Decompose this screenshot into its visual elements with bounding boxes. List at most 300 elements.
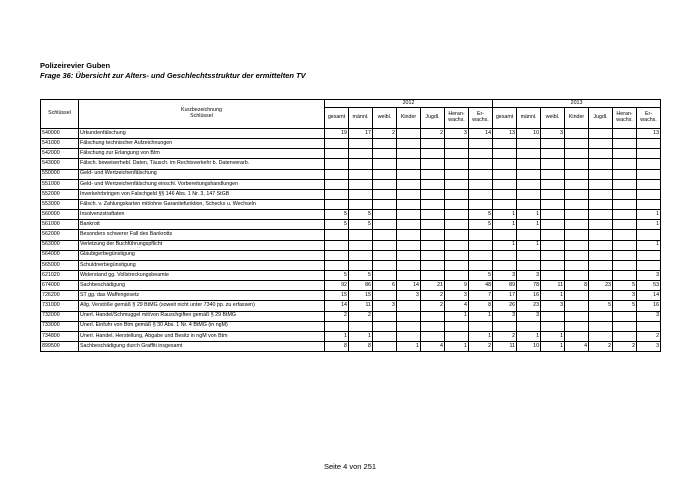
value-cell — [565, 301, 589, 311]
value-cell — [445, 149, 469, 159]
value-cell — [541, 321, 565, 331]
value-cell — [637, 159, 661, 169]
value-cell — [421, 230, 445, 240]
value-cell — [349, 189, 373, 199]
value-cell — [421, 331, 445, 341]
value-cell: 14 — [397, 281, 421, 291]
value-cell — [517, 189, 541, 199]
row-description: ST gg. das Waffengesetz — [79, 291, 325, 301]
table-row — [41, 250, 661, 260]
value-cell — [565, 179, 589, 189]
value-cell: 4 — [421, 341, 445, 351]
value-cell — [469, 260, 493, 270]
subheader-cell: weibl. — [373, 108, 397, 129]
value-cell: 3 — [517, 311, 541, 321]
row-description: Besonders schwerer Fall des Bankrotts — [79, 230, 325, 240]
page-subtitle: Frage 36: Übersicht zur Alters- und Geschlechtsstruktur der ermittelten TV — [40, 71, 306, 80]
value-cell — [373, 230, 397, 240]
value-cell — [325, 159, 349, 169]
value-cell — [397, 169, 421, 179]
value-cell — [517, 149, 541, 159]
table-row — [41, 220, 661, 230]
value-cell — [373, 169, 397, 179]
value-cell — [493, 179, 517, 189]
value-cell: 2 — [589, 341, 613, 351]
value-cell — [445, 139, 469, 149]
value-cell — [613, 169, 637, 179]
subheader-cell: Jugdl. — [421, 108, 445, 129]
subheader-cell: Er- wachs. — [637, 108, 661, 129]
value-cell — [541, 230, 565, 240]
value-cell: 16 — [517, 291, 541, 301]
value-cell — [469, 179, 493, 189]
row-description: Urkundenfälschung — [79, 129, 325, 139]
value-cell — [637, 230, 661, 240]
value-cell — [373, 179, 397, 189]
row-key: 899500 — [41, 341, 79, 351]
value-cell — [565, 210, 589, 220]
value-cell — [541, 139, 565, 149]
value-cell — [373, 260, 397, 270]
value-cell — [589, 250, 613, 260]
value-cell — [397, 240, 421, 250]
value-cell — [541, 179, 565, 189]
value-cell — [613, 159, 637, 169]
value-cell — [613, 270, 637, 280]
value-cell: 5 — [349, 210, 373, 220]
value-cell — [469, 139, 493, 149]
value-cell — [517, 199, 541, 209]
value-cell — [421, 270, 445, 280]
value-cell — [349, 240, 373, 250]
value-cell: 5 — [469, 270, 493, 280]
value-cell — [469, 250, 493, 260]
row-description: Unerl. Handel/Schmuggel mit/von Rauschgiften gemäß § 29 BtMG — [79, 311, 325, 321]
value-cell — [565, 230, 589, 240]
value-cell: 5 — [589, 301, 613, 311]
value-cell: 2 — [421, 291, 445, 301]
value-cell: 11 — [349, 301, 373, 311]
table-row — [41, 281, 661, 291]
value-cell — [397, 311, 421, 321]
value-cell — [517, 321, 541, 331]
value-cell — [421, 210, 445, 220]
value-cell — [565, 291, 589, 301]
value-cell: 8 — [325, 341, 349, 351]
row-key: 732000 — [41, 311, 79, 321]
value-cell — [445, 159, 469, 169]
value-cell — [397, 230, 421, 240]
value-cell — [445, 169, 469, 179]
row-key: 565000 — [41, 260, 79, 270]
value-cell: 14 — [637, 291, 661, 301]
value-cell — [421, 220, 445, 230]
table-row — [41, 149, 661, 159]
value-cell: 8 — [469, 301, 493, 311]
value-cell — [421, 260, 445, 270]
row-key: 734800 — [41, 331, 79, 341]
value-cell: 2 — [421, 129, 445, 139]
value-cell — [589, 159, 613, 169]
value-cell — [493, 260, 517, 270]
value-cell — [349, 230, 373, 240]
value-cell — [397, 149, 421, 159]
value-cell — [421, 250, 445, 260]
value-cell — [613, 129, 637, 139]
value-cell — [493, 169, 517, 179]
value-cell: 1 — [469, 311, 493, 321]
value-cell — [397, 220, 421, 230]
value-cell: 1 — [541, 291, 565, 301]
row-key: 541000 — [41, 139, 79, 149]
value-cell: 2 — [613, 341, 637, 351]
value-cell: 1 — [637, 210, 661, 220]
value-cell — [349, 260, 373, 270]
value-cell — [589, 169, 613, 179]
value-cell: 6 — [373, 281, 397, 291]
value-cell: 4 — [565, 341, 589, 351]
value-cell: 53 — [637, 281, 661, 291]
header-year-2012: 2012 — [325, 100, 493, 108]
value-cell — [589, 240, 613, 250]
value-cell: 1 — [397, 341, 421, 351]
value-cell — [517, 179, 541, 189]
value-cell — [565, 159, 589, 169]
value-cell — [493, 250, 517, 260]
value-cell — [325, 189, 349, 199]
value-cell — [541, 270, 565, 280]
value-cell — [349, 149, 373, 159]
value-cell — [469, 169, 493, 179]
value-cell — [397, 331, 421, 341]
row-key: 560000 — [41, 210, 79, 220]
value-cell — [589, 220, 613, 230]
value-cell: 2 — [373, 129, 397, 139]
row-key: 551000 — [41, 179, 79, 189]
value-cell — [373, 291, 397, 301]
value-cell: 1 — [493, 240, 517, 250]
value-cell — [349, 321, 373, 331]
value-cell: 3 — [397, 291, 421, 301]
value-cell: 48 — [469, 281, 493, 291]
table-row — [41, 210, 661, 220]
value-cell — [325, 230, 349, 240]
row-description: Fälsch. v. Zahlungskarten mit/ohne Garantiefunktion, Schecks u. Wechseln — [79, 199, 325, 209]
value-cell — [637, 149, 661, 159]
value-cell — [469, 189, 493, 199]
value-cell — [637, 199, 661, 209]
value-cell — [397, 179, 421, 189]
value-cell — [565, 321, 589, 331]
value-cell — [373, 149, 397, 159]
subheader-cell: gesamt — [325, 108, 349, 129]
header-year-2013: 2013 — [493, 100, 661, 108]
subheader-cell: Kinder — [397, 108, 421, 129]
value-cell: 78 — [517, 281, 541, 291]
value-cell — [325, 321, 349, 331]
value-cell — [613, 240, 637, 250]
table-row — [41, 230, 661, 240]
row-key: 562000 — [41, 230, 79, 240]
value-cell — [349, 250, 373, 260]
subheader-cell: männl. — [349, 108, 373, 129]
value-cell — [493, 321, 517, 331]
value-cell — [565, 240, 589, 250]
statistics-table — [40, 99, 661, 352]
value-cell — [469, 321, 493, 331]
value-cell — [421, 321, 445, 331]
value-cell — [445, 270, 469, 280]
row-key: 550000 — [41, 169, 79, 179]
value-cell: 16 — [637, 301, 661, 311]
value-cell — [325, 149, 349, 159]
value-cell — [517, 139, 541, 149]
value-cell: 1 — [541, 341, 565, 351]
value-cell — [565, 270, 589, 280]
value-cell — [613, 311, 637, 321]
value-cell: 1 — [517, 210, 541, 220]
value-cell — [517, 169, 541, 179]
value-cell — [421, 240, 445, 250]
value-cell: 3 — [445, 291, 469, 301]
value-cell: 26 — [493, 301, 517, 311]
row-description: Sachbeschädigung — [79, 281, 325, 291]
value-cell — [541, 159, 565, 169]
value-cell — [445, 210, 469, 220]
value-cell: 11 — [541, 281, 565, 291]
value-cell — [397, 321, 421, 331]
table-body — [41, 129, 661, 352]
subheader-cell: weibl. — [541, 108, 565, 129]
value-cell — [637, 179, 661, 189]
value-cell — [589, 199, 613, 209]
value-cell: 10 — [517, 129, 541, 139]
value-cell: 5 — [325, 210, 349, 220]
value-cell — [589, 260, 613, 270]
table-row — [41, 321, 661, 331]
subheader-cell: Heran- wachs. — [445, 108, 469, 129]
row-description: Allg. Verstöße gemäß § 29 BtMG (soweit nicht unter 7340 pp. zu erfassen) — [79, 301, 325, 311]
value-cell: 5 — [469, 220, 493, 230]
value-cell — [373, 311, 397, 321]
value-cell — [469, 149, 493, 159]
value-cell — [325, 250, 349, 260]
value-cell: 3 — [613, 291, 637, 301]
row-key: 543000 — [41, 159, 79, 169]
value-cell — [613, 321, 637, 331]
value-cell — [493, 189, 517, 199]
value-cell — [421, 149, 445, 159]
value-cell — [637, 189, 661, 199]
value-cell — [541, 250, 565, 260]
value-cell — [397, 250, 421, 260]
value-cell: 4 — [445, 301, 469, 311]
value-cell: 1 — [637, 240, 661, 250]
value-cell — [469, 230, 493, 240]
value-cell — [397, 159, 421, 169]
value-cell — [397, 129, 421, 139]
table-row — [41, 331, 661, 341]
subheader-cell: Heran- wachs. — [613, 108, 637, 129]
value-cell — [373, 250, 397, 260]
value-cell — [445, 321, 469, 331]
value-cell: 17 — [349, 129, 373, 139]
value-cell — [397, 210, 421, 220]
value-cell — [589, 210, 613, 220]
value-cell: 2 — [349, 311, 373, 321]
table-row — [41, 179, 661, 189]
value-cell — [613, 210, 637, 220]
row-description: Geld- und Wertzeichenfälschung einschl. Vorbereitungshandlungen — [79, 179, 325, 189]
value-cell: 89 — [493, 281, 517, 291]
row-description: Unerl. Einfuhr von Btm gemäß § 30 Abs. 1 Nr. 4 BtMG (in ngM) — [79, 321, 325, 331]
value-cell — [349, 169, 373, 179]
value-cell — [541, 240, 565, 250]
value-cell — [613, 199, 637, 209]
subheader-cell: Kinder — [565, 108, 589, 129]
value-cell — [349, 179, 373, 189]
value-cell — [445, 260, 469, 270]
row-key: 733000 — [41, 321, 79, 331]
row-description: Inverkehrbringen von Falschgeld §§ 146 Abs. 1 Nr. 3, 147 StGB — [79, 189, 325, 199]
value-cell: 14 — [469, 129, 493, 139]
row-key: 540000 — [41, 129, 79, 139]
value-cell: 3 — [445, 129, 469, 139]
value-cell — [613, 230, 637, 240]
value-cell — [373, 189, 397, 199]
table-row — [41, 301, 661, 311]
value-cell — [517, 230, 541, 240]
table-row — [41, 270, 661, 280]
value-cell: 1 — [493, 220, 517, 230]
value-cell: 3 — [637, 270, 661, 280]
value-cell: 1 — [325, 331, 349, 341]
value-cell — [613, 179, 637, 189]
header-key: Schlüssel — [41, 100, 79, 129]
row-description: Sachbeschädigung durch Graffiti insgesamt — [79, 341, 325, 351]
table-row — [41, 291, 661, 301]
value-cell — [565, 199, 589, 209]
table-row — [41, 139, 661, 149]
page-title: Polizeirevier Guben — [40, 61, 111, 70]
value-cell: 15 — [325, 291, 349, 301]
table-row — [41, 199, 661, 209]
value-cell: 3 — [493, 270, 517, 280]
value-cell — [445, 250, 469, 260]
value-cell: 5 — [349, 270, 373, 280]
value-cell: 2 — [469, 341, 493, 351]
row-description: Fälschung technischer Aufzeichnungen — [79, 139, 325, 149]
value-cell: 1 — [445, 311, 469, 321]
value-cell — [565, 149, 589, 159]
value-cell — [541, 149, 565, 159]
value-cell — [541, 311, 565, 321]
value-cell — [325, 240, 349, 250]
value-cell: 14 — [325, 301, 349, 311]
value-cell — [565, 169, 589, 179]
value-cell — [541, 220, 565, 230]
value-cell — [445, 240, 469, 250]
value-cell: 10 — [517, 341, 541, 351]
value-cell: 19 — [325, 129, 349, 139]
value-cell — [373, 321, 397, 331]
value-cell — [541, 169, 565, 179]
value-cell — [613, 139, 637, 149]
value-cell: 15 — [349, 291, 373, 301]
value-cell: 3 — [541, 129, 565, 139]
value-cell — [613, 149, 637, 159]
row-key: 563000 — [41, 240, 79, 250]
value-cell — [493, 149, 517, 159]
value-cell — [589, 139, 613, 149]
value-cell — [589, 230, 613, 240]
value-cell — [421, 159, 445, 169]
value-cell — [637, 139, 661, 149]
value-cell — [421, 179, 445, 189]
value-cell — [517, 250, 541, 260]
value-cell — [397, 189, 421, 199]
value-cell — [589, 189, 613, 199]
value-cell — [445, 220, 469, 230]
value-cell — [469, 159, 493, 169]
value-cell — [421, 139, 445, 149]
value-cell — [565, 260, 589, 270]
value-cell — [493, 199, 517, 209]
value-cell: 13 — [637, 129, 661, 139]
value-cell — [325, 169, 349, 179]
value-cell — [373, 159, 397, 169]
subheader-cell: Jugdl. — [589, 108, 613, 129]
value-cell — [589, 270, 613, 280]
value-cell — [349, 159, 373, 169]
value-cell — [565, 220, 589, 230]
value-cell — [613, 189, 637, 199]
value-cell: 3 — [493, 311, 517, 321]
value-cell — [613, 220, 637, 230]
value-cell: 1 — [349, 331, 373, 341]
value-cell: 5 — [613, 281, 637, 291]
value-cell — [445, 189, 469, 199]
value-cell — [541, 260, 565, 270]
value-cell — [589, 179, 613, 189]
value-cell: 5 — [469, 210, 493, 220]
value-cell — [325, 199, 349, 209]
value-cell — [445, 199, 469, 209]
table-row — [41, 159, 661, 169]
page-number: Seite 4 von 251 — [323, 462, 377, 471]
value-cell: 8 — [349, 341, 373, 351]
value-cell: 5 — [325, 220, 349, 230]
value-cell — [445, 230, 469, 240]
row-description: Unerl. Handel, Herstellung, Abgabe und Besitz in ngM von Btm — [79, 331, 325, 341]
row-description: Widerstand gg. Vollstreckungsbeamte — [79, 270, 325, 280]
value-cell — [541, 199, 565, 209]
row-description: Schuldnerbegünstigung — [79, 260, 325, 270]
value-cell — [565, 139, 589, 149]
value-cell — [397, 270, 421, 280]
value-cell — [589, 311, 613, 321]
value-cell: 86 — [349, 281, 373, 291]
value-cell: 3 — [373, 301, 397, 311]
value-cell: 3 — [517, 270, 541, 280]
value-cell — [325, 179, 349, 189]
value-cell — [397, 301, 421, 311]
value-cell — [373, 199, 397, 209]
subheader-cell: männl. — [517, 108, 541, 129]
value-cell — [637, 250, 661, 260]
subheader-cell: gesamt — [493, 108, 517, 129]
value-cell: 2 — [421, 301, 445, 311]
